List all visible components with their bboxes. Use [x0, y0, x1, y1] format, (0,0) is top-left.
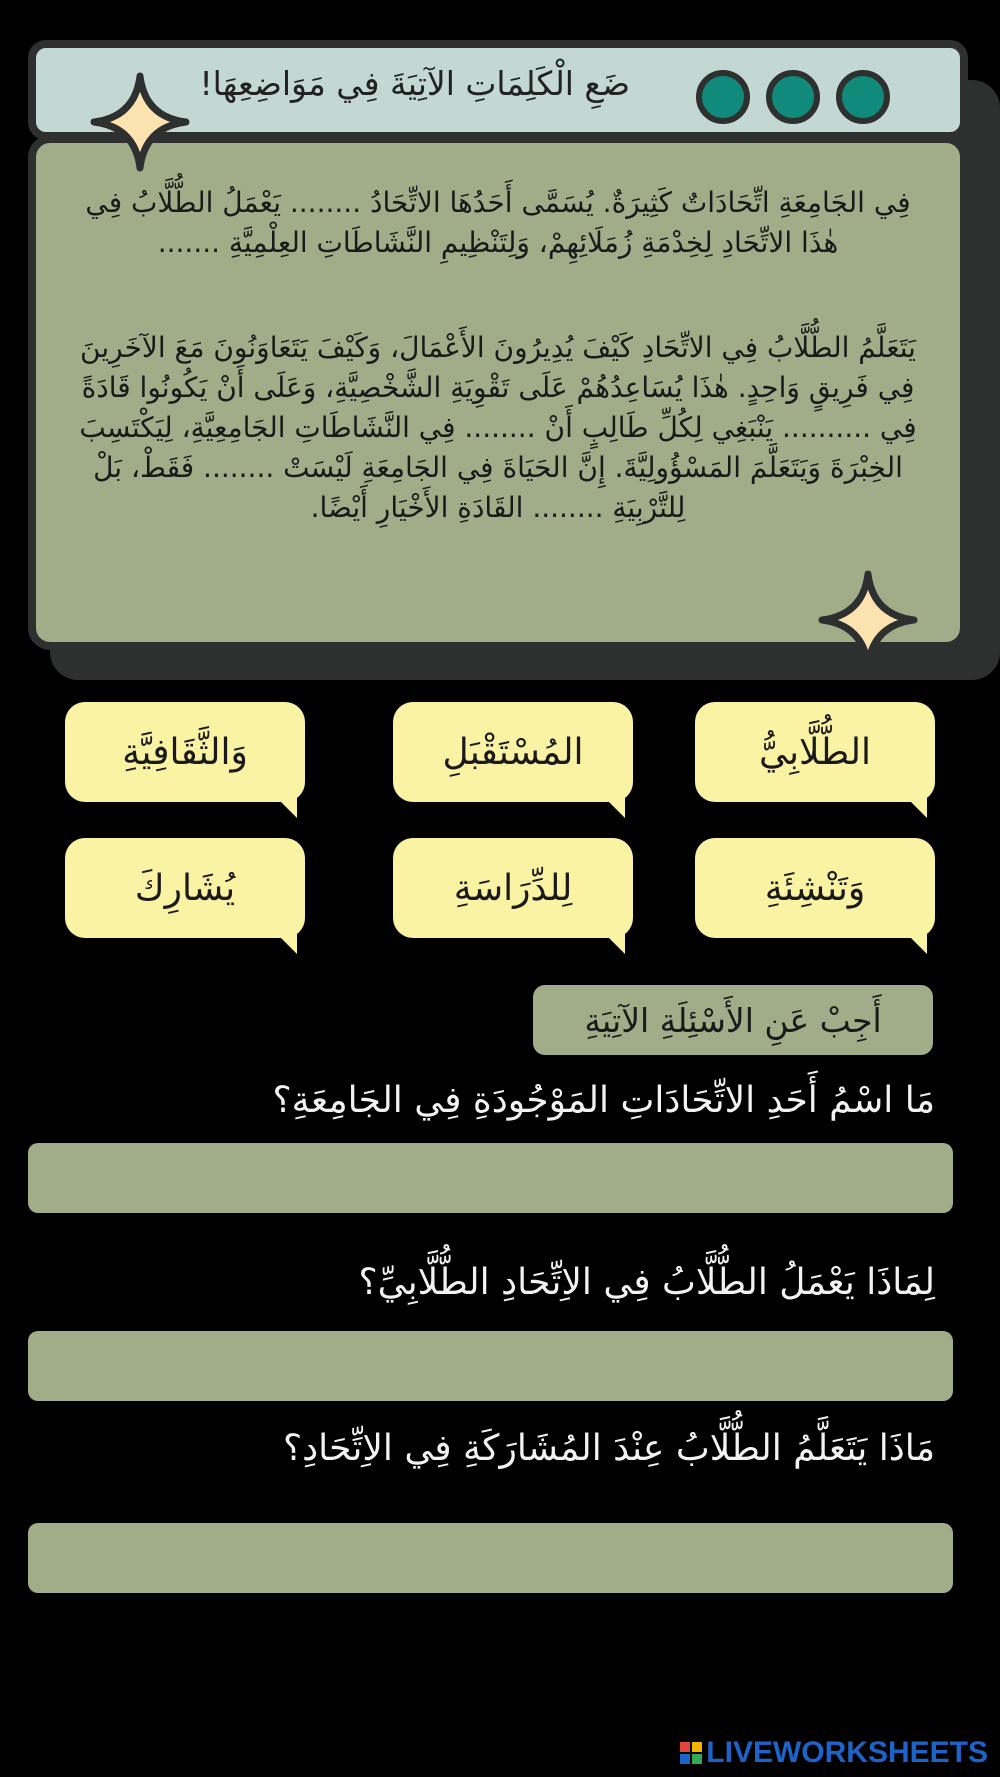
questions-header: أَجِبْ عَنِ الأَسْئِلَةِ الآتِيَةِ	[533, 985, 933, 1055]
sparkle-icon	[90, 72, 190, 172]
liveworksheets-brand[interactable]	[680, 1736, 988, 1770]
window-dot-middle-icon	[766, 70, 820, 124]
word-card-thaqafiyya[interactable]: وَالثَّقَافِيَّةِ	[65, 702, 305, 802]
answer-input-2[interactable]	[28, 1331, 953, 1401]
question-1: مَا اسْمُ أَحَدِ الاتِّحَادَاتِ المَوْجُودَةِ فِي الجَامِعَةِ؟	[272, 1080, 935, 1121]
word-card-yusharik[interactable]: يُشَارِكَ	[65, 838, 305, 938]
exercise-title: ضَعِ الْكَلِمَاتِ الآتِيَةَ فِي مَوَاضِعِهَا!	[199, 64, 630, 103]
question-3: مَاذَا يَتَعَلَّمُ الطُّلَّابُ عِنْدَ المُشَارَكَةِ فِي الاِتِّحَادِ؟	[283, 1428, 935, 1469]
word-card-tanshia[interactable]: وَتَنْشِئَةِ	[695, 838, 935, 938]
word-card-mustaqbal[interactable]: المُسْتَقْبَلِ	[393, 702, 633, 802]
question-2: لِمَاذَا يَعْمَلُ الطُّلَّابُ فِي الاِتِّحَادِ الطُّلَّابِيِّ؟	[358, 1262, 935, 1303]
window-dot-left-icon	[696, 70, 750, 124]
brand-text: LIVEWORKSHEETS	[706, 1736, 988, 1769]
answer-input-1[interactable]	[28, 1143, 953, 1213]
passage-paragraph-2: يَتَعَلَّمُ الطُّلَّابُ فِي الاتِّحَادِ كَيْفَ يُدِيرُونَ الأَعْمَالَ، وَكَيْفَ يَتَعَاوَنُونَ مَعَ الآخَرِينَ فِي فَرِيقٍ وَاحِدٍ. هٰذَا يُسَاعِدُهُمْ عَلَى تَقْوِيَةِ الشَّخْصِيَّةِ، وَعَلَى أَنْ يَكُونُوا قَادَةً فِي .......... يَنْبَغِي لِكُلِّ طَالِبٍ أَنْ ........ فِي النَّشَاطَاتِ الجَامِعِيَّةِ، لِيَكْتَسِبَ الخِبْرَةَ وَيَتَعَلَّمَ المَسْؤُولِيَّةَ. إِنَّ الحَيَاةَ فِي الجَامِعَةِ لَيْسَتْ ........ فَقَطْ، بَلْ لِلتَّرْبِيَةِ ........ القَادَةِ الأَخْيَارِ أَيْضًا.	[79, 331, 917, 524]
answer-input-3[interactable]	[28, 1523, 953, 1593]
word-card-tullabi[interactable]: الطُّلَّابِيُّ	[695, 702, 935, 802]
window-dot-right-icon	[836, 70, 890, 124]
brand-logo-icon	[680, 1742, 702, 1764]
passage-paragraph-1: فِي الجَامِعَةِ اتِّحَادَاتٌ كَثِيرَةٌ. يُسَمَّى أَحَدُهَا الاتِّحَادُ ........ يَعْمَلُ الطُّلَّابُ فِي هٰذَا الاتِّحَادِ لِخِدْمَةِ زُمَلَائِهِمْ، وَلِتَنْظِيمِ النَّشَاطَاتِ العِلْمِيَّةِ .......	[85, 186, 911, 259]
word-card-dirasa[interactable]: لِلدِّرَاسَةِ	[393, 838, 633, 938]
sparkle-icon	[818, 570, 918, 670]
